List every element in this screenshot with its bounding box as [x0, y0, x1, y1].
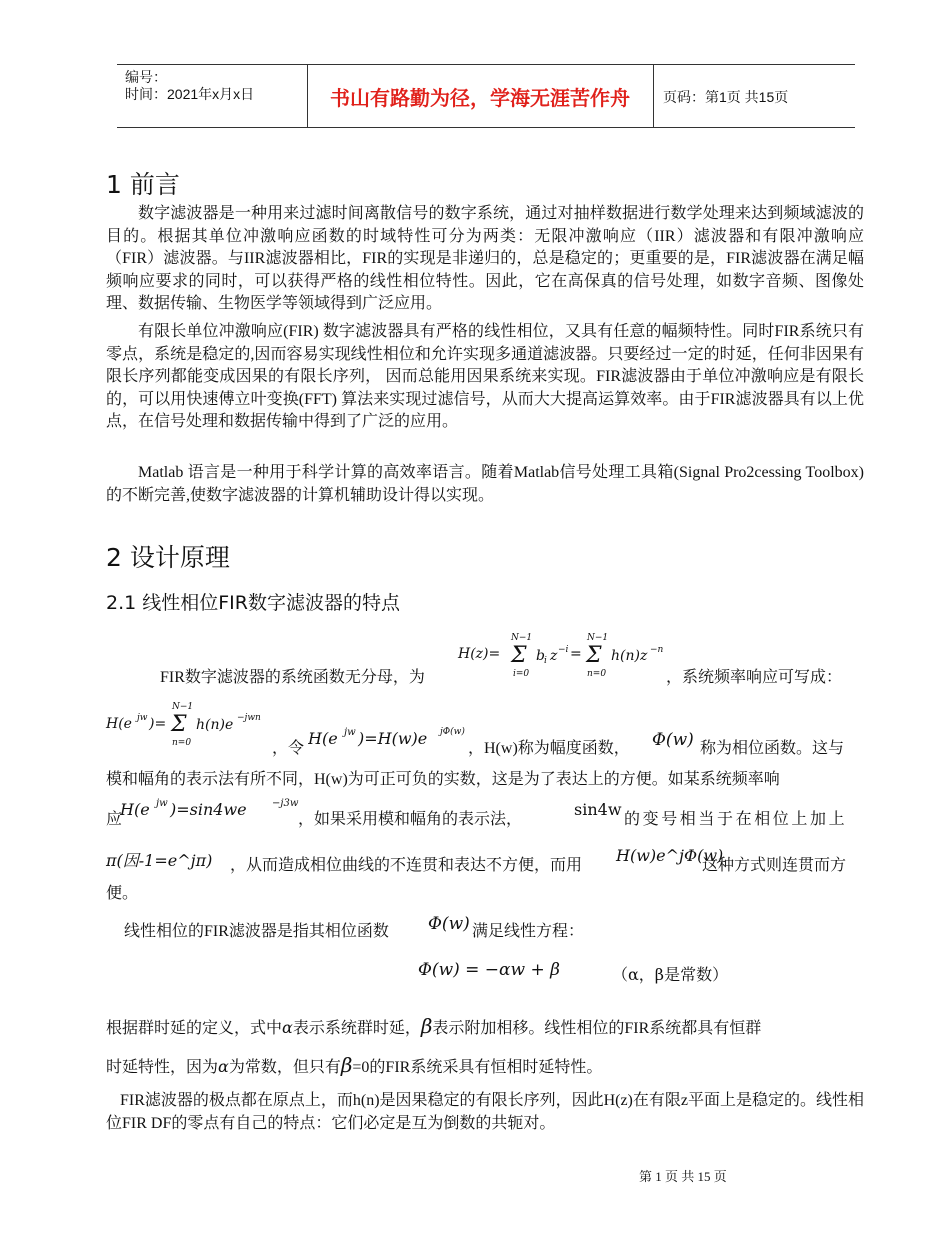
- text-line: ，如果采用模和幅角的表示法，: [298, 811, 523, 828]
- text-line: ，H(w)称为幅度函数，: [468, 740, 630, 757]
- svg-text:jw: jw: [137, 713, 148, 723]
- section-2-title: 2 设计原理: [106, 543, 230, 572]
- text-line: [106, 1014, 761, 1038]
- text-segment: 为常数，但只有: [228, 1059, 341, 1076]
- text-line: 便。: [106, 885, 139, 902]
- beta-symbol: β: [340, 1053, 353, 1077]
- section-1-paragraph-3: Matlab 语言是一种用于科学计算的高效率语言。随着Matlab信号处理工具箱(Signal Pro2cessing Toolbox) 的不断完善,使数字滤波器的计算机辅助设计得以实现。: [106, 464, 864, 504]
- text-line: ，从而造成相位曲线的不连贯和表达不方便，而用: [230, 857, 583, 874]
- section-2-1-title: 2.1 线性相位FIR数字滤波器的特点: [106, 592, 400, 614]
- text-line: [106, 1053, 602, 1077]
- phase-function-symbol: Φ(w): [652, 730, 694, 750]
- svg-text:z: z: [550, 648, 558, 664]
- svg-text:−i: −i: [558, 645, 569, 655]
- pi-formula: π(因-1=e^jπ): [106, 851, 213, 870]
- system-function-formula: [456, 628, 686, 683]
- svg-text:N−1: N−1: [587, 633, 609, 643]
- svg-text:jΦ(w): jΦ(w): [440, 727, 465, 737]
- svg-text:i: i: [544, 656, 547, 666]
- text-segment: =0的FIR系统采具有恒相时延特性。: [352, 1059, 603, 1076]
- header-time-label: 时间：2021年x月x日: [125, 86, 255, 102]
- header-divider: [653, 65, 654, 127]
- svg-text:)=sin4we: )=sin4we: [170, 800, 247, 819]
- text-line: 应: [106, 811, 123, 828]
- beta-symbol: β: [420, 1014, 433, 1038]
- svg-text:H(z)=: H(z)=: [458, 646, 501, 662]
- svg-text:jw: jw: [156, 798, 168, 809]
- header-motto: 书山有路勤为径，学海无涯苦作舟: [330, 85, 630, 110]
- text-line: 线性相位的FIR滤波器是指其相位函数: [124, 923, 389, 940]
- svg-text:i=0: i=0: [513, 669, 530, 679]
- svg-text:H(e: H(e: [120, 800, 150, 819]
- exponential-formula: H(w)e^jΦ(w): [616, 846, 724, 865]
- frequency-response-formula: [104, 698, 274, 750]
- svg-text:)=: )=: [149, 716, 167, 732]
- header-number-label: 编号：: [125, 69, 167, 85]
- text-line: 满足线性方程：: [472, 923, 585, 940]
- header-meta: [125, 69, 254, 103]
- svg-text:=: =: [570, 646, 582, 662]
- text-line: FIR数字滤波器的系统函数无分母，为: [160, 669, 425, 686]
- svg-text:Σ: Σ: [511, 643, 527, 668]
- text-segment: 时延特性，因为: [106, 1059, 219, 1076]
- svg-text:H(e: H(e: [308, 729, 338, 748]
- svg-text:−j3w: −j3w: [272, 798, 299, 809]
- text-line: ，令: [272, 740, 305, 757]
- svg-text:n=0: n=0: [172, 738, 192, 748]
- section-1-paragraph-2: 有限长单位冲激响应(FIR) 数字滤波器具有严格的线性相位，又具有任意的幅频特性。同时FIR系统只有零点，系统是稳定的,因而容易实现线性相位和允许实现多通道滤波器。只要经过一定的时延，任何非因果有限长序列都能变成因果的有限长序列， 因而总能用因果系统来实现。FIR滤波器由于单位冲激响应是有限长的，可以用快速傅立叶变换(FFT) 算法来实现过滤信号，从而大大提高运算效率。由于FIR滤波器具有以上优点，在信号处理和数据传输中得到了广泛的应用。: [106, 323, 864, 430]
- svg-text:N−1: N−1: [172, 702, 194, 712]
- page-footer: 第 1 页 共 15 页: [639, 1169, 727, 1184]
- text-segment: 表示系统群时延，: [292, 1020, 421, 1037]
- svg-text:−n: −n: [650, 645, 664, 655]
- example-response-formula: [120, 793, 310, 823]
- section-1-title: 1 前言: [106, 170, 180, 199]
- text-line: 称为相位函数。这与: [700, 740, 845, 757]
- svg-text:b: b: [536, 648, 545, 664]
- text-line: ，系统频率响应可写成：: [666, 669, 843, 686]
- svg-text:)=H(w)e: )=H(w)e: [358, 729, 428, 748]
- sin-term: sin4w: [574, 800, 622, 819]
- constants-symbols: （α，β: [612, 965, 665, 984]
- svg-text:h(n)e: h(n)e: [196, 717, 234, 733]
- alpha-symbol: α: [282, 1018, 293, 1037]
- constants-note: [612, 962, 728, 985]
- text-line: 这种方式则连贯而方: [702, 857, 847, 874]
- linear-phase-equation: Φ(w) = −αw + β: [418, 960, 560, 980]
- svg-text:h(n)z: h(n)z: [611, 648, 648, 664]
- section-2-last-paragraph: FIR滤波器的极点都在原点上，而h(n)是因果稳定的有限长序列，因此H(z)在有限z平面上是稳定的。线性相位FIR DF的零点有自己的特点：它们必定是互为倒数的共轭对。: [106, 1092, 864, 1132]
- alpha-symbol: α: [218, 1057, 229, 1076]
- constants-text: 是常数）: [664, 965, 729, 984]
- page-header: [117, 64, 855, 128]
- phase-function-symbol: Φ(w): [428, 914, 470, 934]
- svg-text:H(e: H(e: [106, 716, 132, 732]
- amplitude-phase-formula: [308, 722, 478, 752]
- svg-text:−jwn: −jwn: [237, 713, 261, 723]
- text-line: 模和幅角的表示法有所不同，H(w)为可正可负的实数，这是为了表达上的方便。如某系统频率响: [106, 771, 780, 788]
- section-1-paragraph-1: 数字滤波器是一种用来过滤时间离散信号的数字系统，通过对抽样数据进行数学处理来达到频域滤波的目的。根据其单位冲激响应函数的时域特性可分为两类：无限冲激响应（IIR）滤波器和有限冲激响应（FIR）滤波器。与IIR滤波器相比，FIR的实现是非递归的，总是稳定的；更重要的是，FIR滤波器在满足幅频响应要求的同时，可以获得严格的线性相位特性。因此，它在高保真的信号处理，如数字音频、图像处理、数据传输、生物医学等领域得到广泛应用。: [106, 205, 864, 312]
- text-segment: 根据群时延的定义，式中: [106, 1020, 283, 1037]
- svg-text:n=0: n=0: [587, 669, 607, 679]
- text-segment: 表示附加相移。线性相位的FIR系统都具有恒群: [432, 1020, 762, 1037]
- svg-text:Σ: Σ: [171, 712, 187, 737]
- svg-text:N−1: N−1: [511, 633, 533, 643]
- svg-text:Σ: Σ: [586, 643, 602, 668]
- header-page-info: 页码：第1页 共15页: [663, 89, 789, 105]
- text-line: 的变号相当于在相位上加上: [624, 811, 848, 828]
- svg-text:jw: jw: [344, 727, 356, 738]
